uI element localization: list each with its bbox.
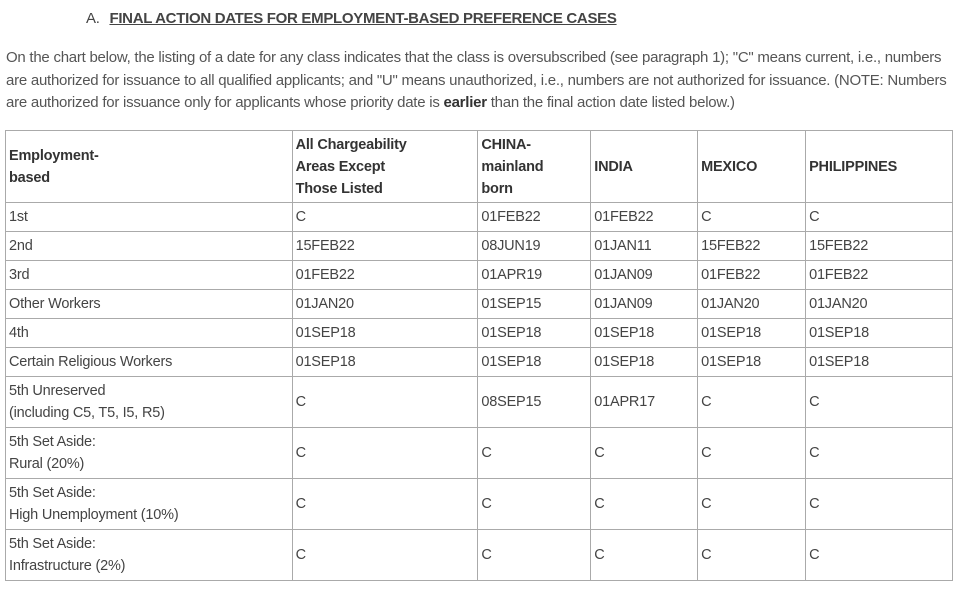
row-category-cell [6,290,293,319]
date-cell: 01JAN20 [806,290,953,319]
cell-line: All Chargeability [295,136,407,153]
row-category-cell [6,428,293,479]
date-cell: C [292,203,478,232]
intro-bold-word: earlier [443,94,487,111]
header-all-chargeability [292,131,478,203]
header-china [478,131,591,203]
cell-line: 5th Set Aside: [9,536,96,552]
table-row [6,377,953,428]
date-cell: 01JAN20 [698,290,806,319]
cell-line: MEXICO [701,158,758,175]
row-category-cell [6,261,293,290]
intro-paragraph [6,47,952,115]
row-category-cell [6,203,293,232]
cell-line: CHINA- [481,136,531,153]
date-cell: 15FEB22 [292,232,478,261]
cell-line: 2nd [9,238,33,254]
date-cell: 01FEB22 [806,261,953,290]
date-cell: 01SEP18 [478,319,591,348]
date-cell: C [478,530,591,581]
table-row [6,203,953,232]
header-india [591,131,698,203]
date-cell: C [292,428,478,479]
date-cell: 01SEP18 [591,319,698,348]
date-cell: 01SEP18 [591,348,698,377]
cell-line: 5th Set Aside: [9,434,96,450]
intro-text-start: On the chart below, the listing of a date for any class indicates that the class is oversubscribed (see paragraph 1); "C" means current, i.e., numbers are authorized for issuance to all qualified applicants; and "U" means unauthorized, i.e., numbers are not authorized for issuance. (NOTE: Numbers are authorized for issuance only for applicants whose priority date is [6,49,947,111]
date-cell: 01APR17 [591,377,698,428]
date-cell: C [478,428,591,479]
date-cell: 01SEP18 [698,319,806,348]
table-row [6,232,953,261]
date-cell: 01SEP18 [698,348,806,377]
date-cell: 01JAN09 [591,290,698,319]
date-cell: 01SEP18 [478,348,591,377]
row-category-cell [6,530,293,581]
date-cell: 01SEP18 [806,319,953,348]
cell-line: PHILIPPINES [809,158,898,175]
cell-line: Certain Religious Workers [9,354,173,370]
table-row [6,261,953,290]
cell-line: 5th Set Aside: [9,485,96,501]
date-cell: C [292,377,478,428]
date-cell: 01SEP15 [478,290,591,319]
date-cell: C [292,530,478,581]
date-cell: 01APR19 [478,261,591,290]
section-heading [86,10,617,27]
cell-line: Infrastructure (2%) [9,558,126,574]
date-cell: C [591,530,698,581]
table-row [6,319,953,348]
cell-line: 5th Unreserved [9,383,106,399]
header-mexico [698,131,806,203]
date-cell: C [698,377,806,428]
date-cell: 01SEP18 [806,348,953,377]
date-cell: C [806,203,953,232]
section-letter: A. [86,10,100,27]
section-title: FINAL ACTION DATES FOR EMPLOYMENT-BASED PREFERENCE CASES [109,10,617,27]
date-cell: C [698,479,806,530]
date-cell: C [698,428,806,479]
cell-line: High Unemployment (10%) [9,507,179,523]
final-action-dates-table [5,130,953,581]
cell-line: 4th [9,325,29,341]
cell-line: based [9,169,50,186]
date-cell: C [591,428,698,479]
date-cell: C [478,479,591,530]
date-cell: 01FEB22 [292,261,478,290]
date-cell: C [698,203,806,232]
table-row [6,290,953,319]
row-category-cell [6,232,293,261]
cell-line: Those Listed [295,180,383,197]
cell-line: 3rd [9,267,30,283]
row-category-cell [6,479,293,530]
row-category-cell [6,319,293,348]
row-category-cell [6,377,293,428]
table-body [6,203,953,581]
header-employment-based [6,131,293,203]
date-cell: 01FEB22 [698,261,806,290]
date-cell: C [698,530,806,581]
cell-line: Rural (20%) [9,456,85,472]
cell-line: (including C5, T5, I5, R5) [9,405,165,421]
table-row [6,348,953,377]
date-cell: C [806,479,953,530]
date-cell: 08JUN19 [478,232,591,261]
date-cell: 01SEP18 [292,319,478,348]
date-cell: 01FEB22 [478,203,591,232]
table-row [6,530,953,581]
date-cell: 01SEP18 [292,348,478,377]
cell-line: INDIA [594,158,633,175]
date-cell: C [806,530,953,581]
table-row [6,428,953,479]
date-cell: 15FEB22 [806,232,953,261]
cell-line: mainland [481,158,544,175]
date-cell: 01JAN09 [591,261,698,290]
cell-line: Areas Except [295,158,386,175]
date-cell: 15FEB22 [698,232,806,261]
date-cell: 08SEP15 [478,377,591,428]
date-cell: 01JAN11 [591,232,698,261]
date-cell: C [591,479,698,530]
cell-line: Other Workers [9,296,101,312]
cell-line: born [481,180,513,197]
cell-line: 1st [9,209,28,225]
date-cell: C [292,479,478,530]
date-cell: C [806,428,953,479]
cell-line: Employment- [9,147,99,164]
row-category-cell [6,348,293,377]
date-cell: 01FEB22 [591,203,698,232]
table-row [6,479,953,530]
table-header-row [6,131,953,203]
date-cell: 01JAN20 [292,290,478,319]
intro-text-end: than the final action date listed below.) [486,94,735,111]
date-cell: C [806,377,953,428]
header-philippines [806,131,953,203]
